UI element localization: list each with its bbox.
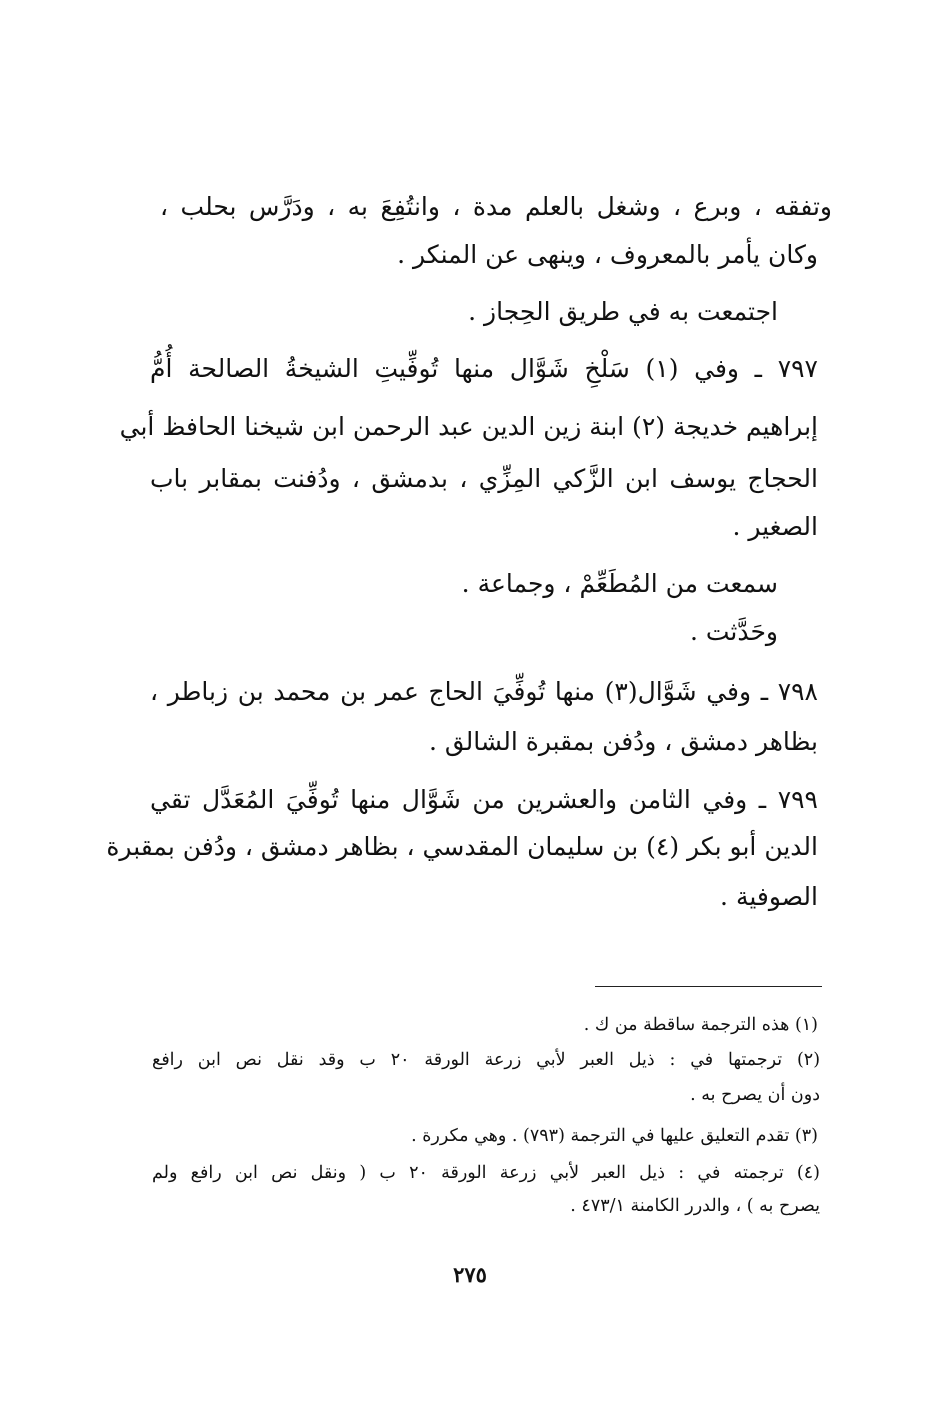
entry-799-line-2: الدين أبو بكر (٤) بن سليمان المقدسي ، بظاهر دمشق ، ودُفن بمقبرة <box>106 832 818 861</box>
entry-799-line-3: الصوفية . <box>720 882 818 911</box>
footnote-separator <box>595 986 822 987</box>
entry-798-line-1: ٧٩٨ ـ وفي شَوَّال(٣) منها تُوفِّيَ الحاج عمر بن محمد بن زباطر ، <box>150 677 818 706</box>
entry-797-line-1: ٧٩٧ ـ وفي (١) سَلْخِ شَوَّال منها تُوفِّيتِ الشيخةُ الصالحة أُمُّ <box>150 354 818 383</box>
entry-797-line-2: إبراهيم خديجة (٢) ابنة زين الدين عبد الرحمن ابن شيخنا الحافظ أبي <box>119 412 818 441</box>
body-line-3: اجتمعت به في طريق الحِجاز . <box>468 297 778 326</box>
footnote-3: (٣) تقدم التعليق عليها في الترجمة (٧٩٣) . وهي مكررة . <box>411 1126 818 1146</box>
page-number: ٢٧٥ <box>453 1262 487 1287</box>
entry-797-line-6: وحَدَّثت . <box>689 617 778 646</box>
footnote-4-line-2: يصرح به ) ، والدرر الكامنة ٤٧٣/١ . <box>570 1196 820 1216</box>
body-line-1: وتفقه ، وبرع ، وشغل بالعلم مدة ، وانتُفِعَ به ، ودَرَّس بحلب ، <box>160 192 832 221</box>
entry-797-line-3: الحجاج يوسف ابن الزَّكي المِزِّي ، بدمشق ، ودُفنت بمقابر باب <box>150 464 818 493</box>
footnote-1: (١) هذه الترجمة ساقطة من ك . <box>583 1015 818 1035</box>
footnote-2-line-1: (٢) ترجمتها في : ذيل العبر لأبي زرعة الورقة ٢٠ ب وقد نقل نص ابن رافع <box>152 1050 821 1070</box>
footnote-4-line-1: (٤) ترجمته في : ذيل العبر لأبي زرعة الورقة ٢٠ ب ( ونقل نص ابن رافع ولم <box>152 1163 820 1183</box>
entry-798-line-2: بظاهر دمشق ، ودُفن بمقبرة الشالق . <box>428 727 818 756</box>
entry-797-line-4: الصغير . <box>732 512 818 541</box>
body-line-2: وكان يأمر بالمعروف ، وينهى عن المنكر . <box>397 240 818 269</box>
entry-799-line-1: ٧٩٩ ـ وفي الثامن والعشرين من شَوَّال منها تُوفِّيَ المُعَدَّل تقي <box>150 785 818 814</box>
footnote-2-line-2: دون أن يصرح به . <box>690 1085 820 1105</box>
entry-797-line-5: سمعت من المُطَعِّمْ ، وجماعة . <box>461 569 778 598</box>
